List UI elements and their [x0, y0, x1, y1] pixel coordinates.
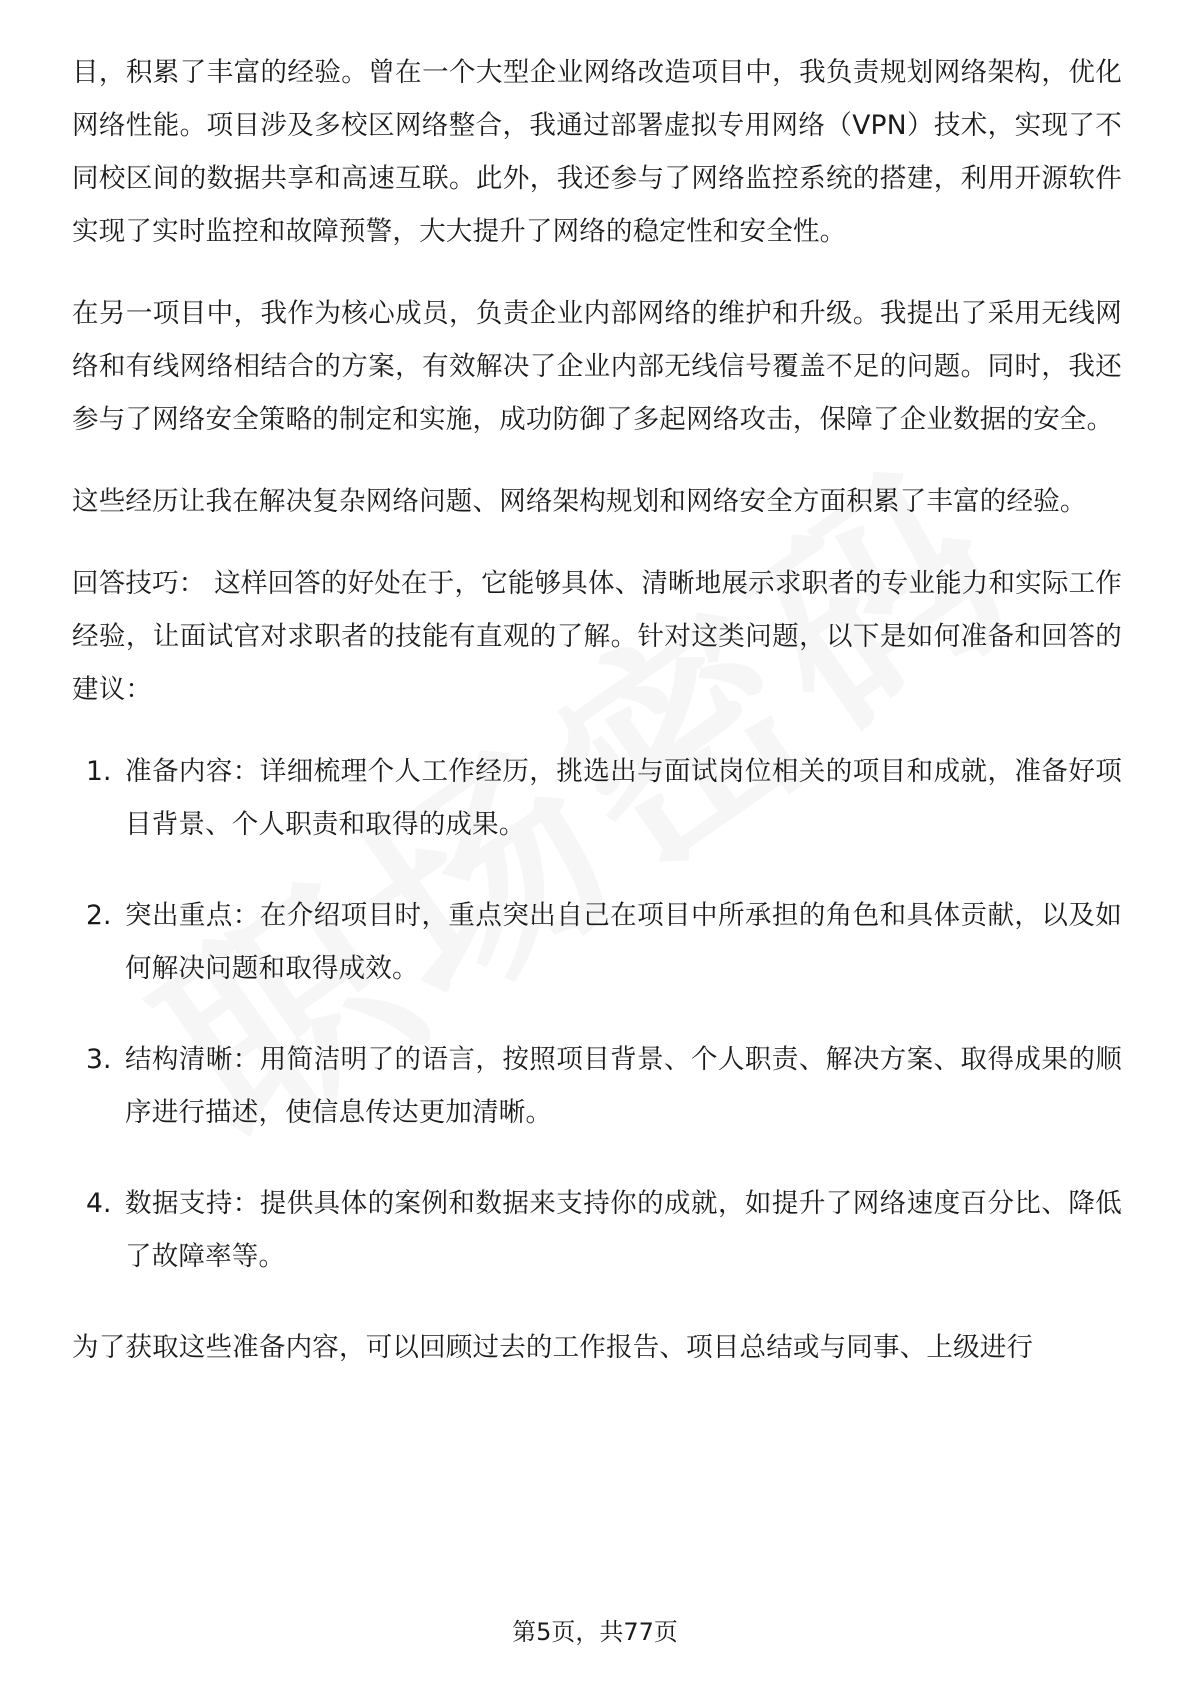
tips-list: [72, 745, 1122, 1283]
paragraph-answer-tips: 回答技巧： 这样回答的好处在于，它能够具体、清晰地展示求职者的专业能力和实际工作经验，让面试官对求职者的技能有直观的了解。针对这类问题，以下是如何准备和回答的建议：: [72, 568, 1122, 705]
list-item: [72, 745, 1122, 851]
list-item-text: 结构清晰：用简洁明了的语言，按照项目背景、个人职责、解决方案、取得成果的顺序进行描述，使信息传达更加清晰。: [125, 1044, 1122, 1128]
paragraph-preparation: 为了获取这些准备内容，可以回顾过去的工作报告、项目总结或与同事、上级进行: [72, 1332, 1034, 1363]
list-item: [72, 1033, 1122, 1139]
page-number-footer: 第5页，共77页: [512, 1618, 678, 1646]
list-item-text: 突出重点：在介绍项目时，重点突出自己在项目中所承担的角色和具体贡献，以及如何解决问题和取得成效。: [125, 900, 1122, 984]
document-body: [72, 46, 1122, 1403]
list-item: [72, 1177, 1122, 1283]
list-item: [72, 889, 1122, 995]
list-item-number: 1.: [86, 756, 112, 787]
paragraph-experience-summary: 这些经历让我在解决复杂网络问题、网络架构规划和网络安全方面积累了丰富的经验。: [72, 486, 1087, 517]
paragraph-project-experience: 目，积累了丰富的经验。曾在一个大型企业网络改造项目中，我负责规划网络架构，优化网络性能。项目涉及多校区网络整合，我通过部署虚拟专用网络（VPN）技术，实现了不同校区间的数据共享和高速互联。此外，我还参与了网络监控系统的搭建，利用开源软件实现了实时监控和故障预警，大大提升了网络的稳定性和安全性。: [72, 57, 1122, 247]
paragraph-another-project: 在另一项目中，我作为核心成员，负责企业内部网络的维护和升级。我提出了采用无线网络和有线网络相结合的方案，有效解决了企业内部无线信号覆盖不足的问题。同时，我还参与了网络安全策略的制定和实施，成功防御了多起网络攻击，保障了企业数据的安全。: [72, 298, 1122, 435]
list-item-number: 2.: [86, 900, 112, 931]
list-item-text: 数据支持：提供具体的案例和数据来支持你的成就，如提升了网络速度百分比、降低了故障率等。: [125, 1188, 1122, 1272]
list-item-text: 准备内容：详细梳理个人工作经历，挑选出与面试岗位相关的项目和成就，准备好项目背景、个人职责和取得的成果。: [125, 756, 1122, 840]
list-item-number: 4.: [86, 1188, 112, 1219]
list-item-number: 3.: [86, 1044, 112, 1075]
